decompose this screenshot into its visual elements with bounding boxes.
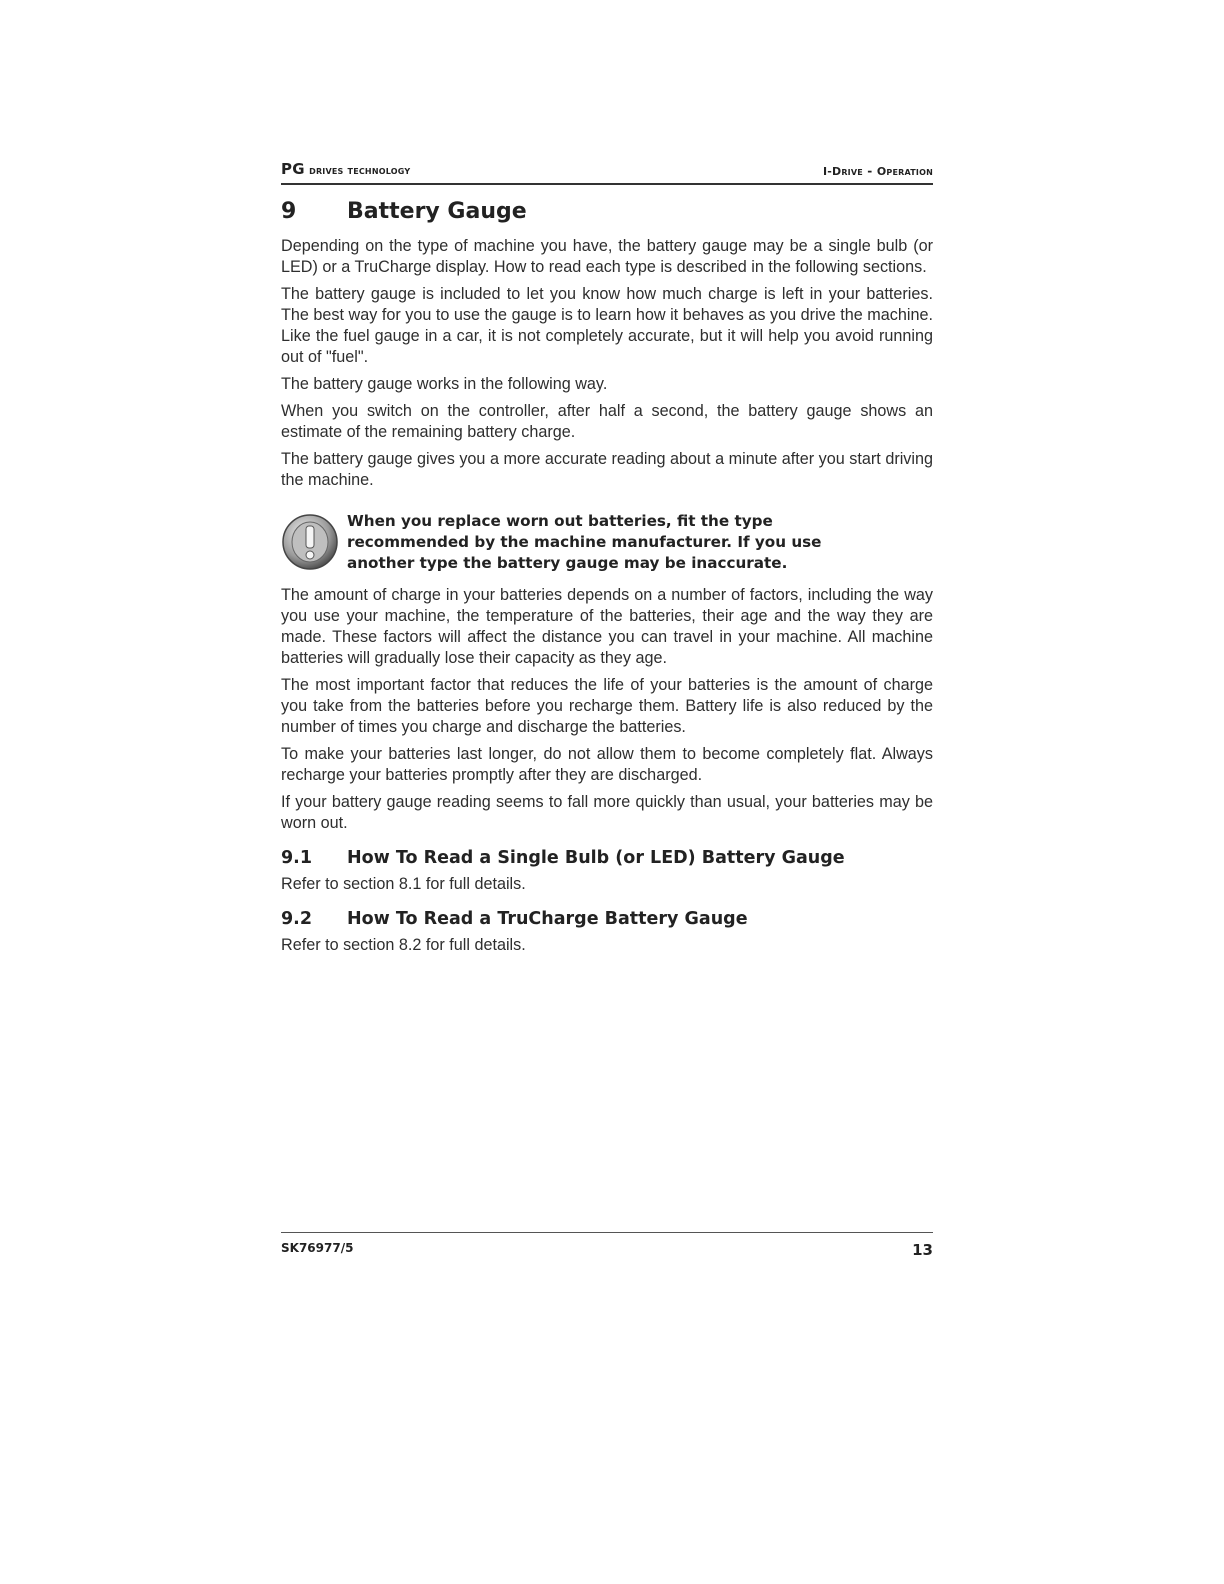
paragraph: The battery gauge works in the following way. [281,375,608,393]
warning-icon [281,511,347,575]
subsection-title: How To Read a TruCharge Battery Gauge [347,909,748,929]
subsection-title: How To Read a Single Bulb (or LED) Battery Gauge [347,848,845,868]
section-right: Operation [876,165,933,178]
paragraph: Depending on the type of machine you have, the battery gauge may be a single bulb (or LED) or a TruCharge display. How to read each type is described in the following sections. [281,237,933,276]
paragraph: To make your batteries last longer, do not allow them to become completely flat. Always recharge your batteries promptly after they are discharged. [281,745,933,784]
paragraph: When you switch on the controller, after half a second, the battery gauge shows an estimate of the remaining battery charge. [281,402,933,441]
section-title: Battery Gauge [347,199,527,224]
subsection-heading [281,909,933,929]
section-heading [281,199,933,224]
warning-text: When you replace worn out batteries, fit the type recommended by the machine manufacturer. If you use another type the battery gauge may be inaccurate. [347,512,822,572]
page-header [281,160,933,185]
brand-rest: drives technology [309,164,411,177]
page-footer [281,1232,933,1259]
subsection-heading [281,848,933,868]
section-label [823,164,933,178]
warning-note [281,511,933,575]
brand [281,160,410,178]
document-code: SK76977/5 [281,1241,354,1255]
subsection-text: Refer to section 8.1 for full details. [281,875,526,893]
paragraph: If your battery gauge reading seems to fall more quickly than usual, your batteries may be worn out. [281,793,933,832]
paragraph: The most important factor that reduces the life of your batteries is the amount of charge you take from the batteries before you recharge them. Battery life is also reduced by the number of times you charge and discharge the batteries. [281,676,933,736]
manual-page [281,160,933,956]
paragraph: The battery gauge is included to let you know how much charge is left in your batteries. The best way for you to use the gauge is to learn how it behaves as you drive the machine. Like the fuel gauge in a car, it is not completely accurate, but it will help you avoid running out of "fuel". [281,285,933,366]
section-number: 9 [281,199,297,224]
page-number: 13 [912,1241,933,1259]
subsection-number: 9.1 [281,848,313,868]
brand-main: PG [281,160,305,178]
subsection-number: 9.2 [281,909,313,929]
paragraph: The amount of charge in your batteries depends on a number of factors, including the way you use your machine, the temperature of the batteries, their age and the way they are made. These factors will affect the distance you can travel in your machine. All machine batteries will gradually lose their capacity as they age. [281,586,933,667]
section-left: I-Drive [822,165,863,178]
paragraph: The battery gauge gives you a more accurate reading about a minute after you start driving the machine. [281,450,933,489]
subsection-text: Refer to section 8.2 for full details. [281,936,526,954]
section-sep: - [862,164,877,178]
